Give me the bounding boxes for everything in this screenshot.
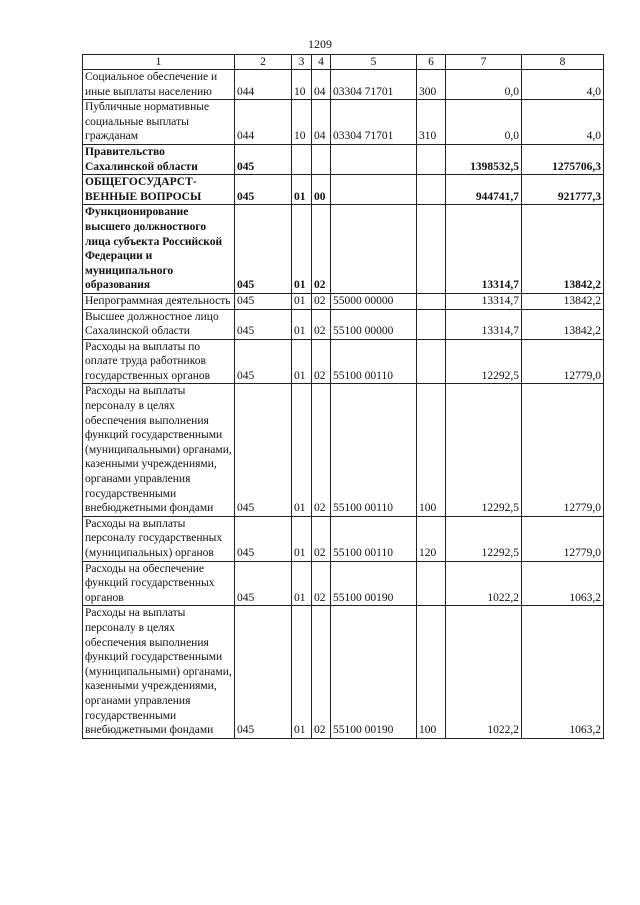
row-amount-year2-cell: 4,0 (522, 100, 604, 145)
column-header: 2 (235, 55, 292, 70)
row-target-article-cell: 55100 00110 (331, 339, 417, 384)
row-section-cell: 01 (292, 561, 312, 606)
row-amount-year1-cell: 1398532,5 (446, 144, 522, 174)
row-amount-year2-cell: 1275706,3 (522, 144, 604, 174)
row-name-cell: Высшее должностное лицо Сахалинской области (83, 309, 235, 339)
row-name-cell: Расходы на выплаты по оплате труда работников государственных органов (83, 339, 235, 384)
column-header: 1 (83, 55, 235, 70)
row-amount-year2-cell: 921777,3 (522, 175, 604, 205)
row-amount-year1-cell: 13314,7 (446, 205, 522, 294)
row-section-cell: 01 (292, 606, 312, 738)
row-admin-code-cell: 045 (235, 205, 292, 294)
column-header: 8 (522, 55, 604, 70)
row-expense-type-cell: 100 (417, 384, 446, 516)
row-amount-year1-cell: 0,0 (446, 100, 522, 145)
table-row (83, 309, 604, 339)
table-header-row (83, 55, 604, 70)
row-section-cell: 01 (292, 309, 312, 339)
row-expense-type-cell: 300 (417, 70, 446, 100)
row-section-cell: 01 (292, 516, 312, 561)
table-row (83, 100, 604, 145)
table-row (83, 144, 604, 174)
row-target-article-cell: 55100 00110 (331, 384, 417, 516)
row-amount-year1-cell: 1022,2 (446, 606, 522, 738)
budget-table (82, 54, 604, 739)
row-expense-type-cell (417, 144, 446, 174)
row-expense-type-cell (417, 309, 446, 339)
table-row (83, 516, 604, 561)
row-name-cell: ОБЩЕГОСУДАРСТ-ВЕННЫЕ ВОПРОСЫ (83, 175, 235, 205)
row-expense-type-cell: 100 (417, 606, 446, 738)
page-number: 1209 (308, 37, 332, 51)
row-target-article-cell: 55100 00190 (331, 606, 417, 738)
row-expense-type-cell (417, 205, 446, 294)
row-section-cell (292, 144, 312, 174)
row-target-article-cell (331, 144, 417, 174)
row-amount-year2-cell: 4,0 (522, 70, 604, 100)
row-name-cell: Расходы на выплаты персоналу в целях обеспечения выполнения функций государственными (муниципальными) органами, казенными учреждениями, органами управления государственными внебюджетными фондами (83, 606, 235, 738)
row-target-article-cell: 03304 71701 (331, 70, 417, 100)
row-admin-code-cell: 045 (235, 384, 292, 516)
column-header: 5 (331, 55, 417, 70)
row-admin-code-cell: 045 (235, 561, 292, 606)
row-amount-year1-cell: 1022,2 (446, 561, 522, 606)
row-section-cell: 01 (292, 339, 312, 384)
row-subsection-cell: 02 (312, 339, 331, 384)
row-subsection-cell: 02 (312, 309, 331, 339)
row-admin-code-cell: 045 (235, 309, 292, 339)
column-header: 7 (446, 55, 522, 70)
table-row (83, 384, 604, 516)
row-name-cell: Публичные нормативные социальные выплаты гражданам (83, 100, 235, 145)
row-subsection-cell: 04 (312, 100, 331, 145)
row-admin-code-cell: 045 (235, 175, 292, 205)
row-target-article-cell (331, 175, 417, 205)
row-amount-year2-cell: 1063,2 (522, 561, 604, 606)
table-row (83, 339, 604, 384)
row-name-cell: Социальное обеспечение и иные выплаты населению (83, 70, 235, 100)
row-target-article-cell: 55100 00110 (331, 516, 417, 561)
row-subsection-cell: 02 (312, 516, 331, 561)
row-amount-year2-cell: 12779,0 (522, 384, 604, 516)
row-name-cell: Расходы на выплаты персоналу в целях обеспечения выполнения функций государственными (муниципальными) органами, казенными учреждениями, органами управления государственными внебюджетными фондами (83, 384, 235, 516)
table-row (83, 293, 604, 309)
row-section-cell: 01 (292, 384, 312, 516)
row-target-article-cell: 03304 71701 (331, 100, 417, 145)
row-expense-type-cell: 120 (417, 516, 446, 561)
row-section-cell: 01 (292, 205, 312, 294)
row-section-cell: 01 (292, 175, 312, 205)
row-amount-year1-cell: 12292,5 (446, 339, 522, 384)
column-header: 6 (417, 55, 446, 70)
row-name-cell: Функционирование высшего должностного лица субъекта Российской Федерации и муниципального образования (83, 205, 235, 294)
row-admin-code-cell: 045 (235, 144, 292, 174)
row-admin-code-cell: 045 (235, 339, 292, 384)
row-subsection-cell: 00 (312, 175, 331, 205)
row-target-article-cell: 55100 00190 (331, 561, 417, 606)
row-subsection-cell: 02 (312, 205, 331, 294)
row-expense-type-cell (417, 175, 446, 205)
row-admin-code-cell: 045 (235, 516, 292, 561)
row-amount-year1-cell: 13314,7 (446, 293, 522, 309)
row-amount-year2-cell: 13842,2 (522, 309, 604, 339)
row-admin-code-cell: 045 (235, 606, 292, 738)
row-target-article-cell: 55000 00000 (331, 293, 417, 309)
row-amount-year2-cell: 13842,2 (522, 205, 604, 294)
row-subsection-cell: 02 (312, 293, 331, 309)
row-name-cell: Расходы на выплаты персоналу государственных (муниципальных) органов (83, 516, 235, 561)
table-row (83, 561, 604, 606)
row-amount-year1-cell: 12292,5 (446, 384, 522, 516)
row-section-cell: 10 (292, 100, 312, 145)
row-amount-year1-cell: 0,0 (446, 70, 522, 100)
row-amount-year2-cell: 1063,2 (522, 606, 604, 738)
row-target-article-cell (331, 205, 417, 294)
row-subsection-cell: 02 (312, 384, 331, 516)
row-amount-year1-cell: 944741,7 (446, 175, 522, 205)
table-row (83, 70, 604, 100)
row-subsection-cell: 02 (312, 606, 331, 738)
row-amount-year2-cell: 13842,2 (522, 293, 604, 309)
row-subsection-cell (312, 144, 331, 174)
row-expense-type-cell (417, 293, 446, 309)
row-section-cell: 01 (292, 293, 312, 309)
row-subsection-cell: 02 (312, 561, 331, 606)
row-expense-type-cell (417, 561, 446, 606)
row-admin-code-cell: 044 (235, 100, 292, 145)
row-admin-code-cell: 045 (235, 293, 292, 309)
row-amount-year1-cell: 13314,7 (446, 309, 522, 339)
row-expense-type-cell: 310 (417, 100, 446, 145)
row-section-cell: 10 (292, 70, 312, 100)
row-expense-type-cell (417, 339, 446, 384)
row-amount-year2-cell: 12779,0 (522, 516, 604, 561)
column-header: 4 (312, 55, 331, 70)
table-row (83, 205, 604, 294)
row-amount-year2-cell: 12779,0 (522, 339, 604, 384)
table-row (83, 175, 604, 205)
row-name-cell: Правительство Сахалинской области (83, 144, 235, 174)
row-target-article-cell: 55100 00000 (331, 309, 417, 339)
row-name-cell: Расходы на обеспечение функций государственных органов (83, 561, 235, 606)
row-subsection-cell: 04 (312, 70, 331, 100)
table-row (83, 606, 604, 738)
row-admin-code-cell: 044 (235, 70, 292, 100)
row-amount-year1-cell: 12292,5 (446, 516, 522, 561)
row-name-cell: Непрограммная деятельность (83, 293, 235, 309)
column-header: 3 (292, 55, 312, 70)
